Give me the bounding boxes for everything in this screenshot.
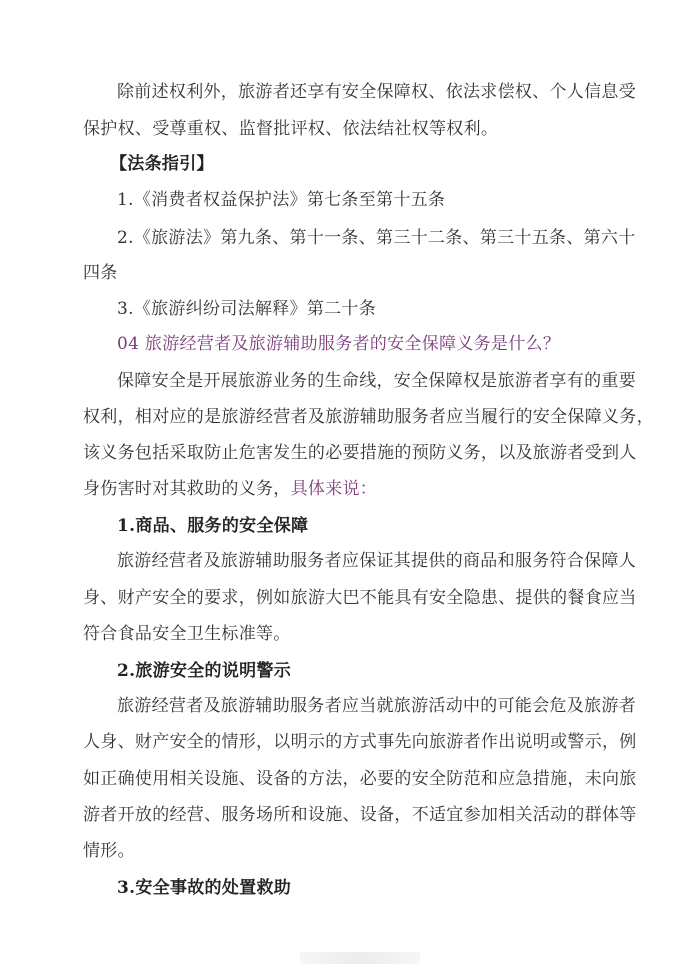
section-1-line-3: 符合食品安全卫生标准等。	[83, 624, 291, 644]
section-3-heading: 3.安全事故的处置救助	[117, 878, 292, 898]
intro-line-4-text: 身伤害时对其救助的义务，	[83, 479, 291, 499]
section-2-line-4: 游者开放的经营、服务场所和设施、设备，不适宜参加相关活动的群体等	[83, 805, 637, 825]
question-04-heading: 04 旅游经营者及旅游辅助服务者的安全保障义务是什么？	[117, 334, 561, 354]
law-reference-2-line-1: 2.《旅游法》第九条、第十一条、第三十二条、第三十五条、第六十	[117, 228, 636, 248]
rights-paragraph-line-1: 除前述权利外，旅游者还享有安全保障权、依法求偿权、个人信息受	[117, 82, 636, 102]
section-2-line-2: 人身、财产安全的情形，以明示的方式事先向旅游者作出说明或警示，例	[83, 732, 637, 752]
rights-paragraph-line-2: 保护权、受尊重权、监督批评权、依法结社权等权利。	[83, 119, 499, 139]
section-2-line-5: 情形。	[83, 841, 135, 861]
section-1-line-2: 身、财产安全的要求，例如旅游大巴不能具有安全隐患、提供的餐食应当	[83, 588, 637, 608]
intro-line-4-highlight: 具体来说：	[290, 479, 378, 499]
section-2-line-1: 旅游经营者及旅游辅助服务者应当就旅游活动中的可能会危及旅游者	[117, 696, 636, 716]
intro-paragraph-line-3: 该义务包括采取防止危害发生的必要措施的预防义务，以及旅游者受到人	[83, 443, 637, 463]
intro-paragraph-line-2: 权利，相对应的是旅游经营者及旅游辅助服务者应当履行的安全保障义务，	[83, 407, 654, 427]
section-2-heading: 2.旅游安全的说明警示	[117, 661, 292, 681]
section-1-heading: 1.商品、服务的安全保障	[117, 516, 309, 536]
law-reference-3: 3.《旅游纠纷司法解释》第二十条	[117, 299, 377, 319]
law-reference-1: 1.《消费者权益保护法》第七条至第十五条	[117, 190, 446, 210]
section-2-line-3: 如正确使用相关设施、设备的方法，必要的安全防范和应急措施，未向旅	[83, 769, 637, 789]
intro-paragraph-line-4	[83, 477, 377, 501]
footer-watermark-bar	[300, 952, 420, 964]
intro-paragraph-line-1: 保障安全是开展旅游业务的生命线，安全保障权是旅游者享有的重要	[117, 371, 636, 391]
legal-guide-heading: 【法条指引】	[110, 154, 214, 174]
section-1-line-1: 旅游经营者及旅游辅助服务者应保证其提供的商品和服务符合保障人	[117, 551, 636, 571]
law-reference-2-line-2: 四条	[83, 263, 118, 283]
